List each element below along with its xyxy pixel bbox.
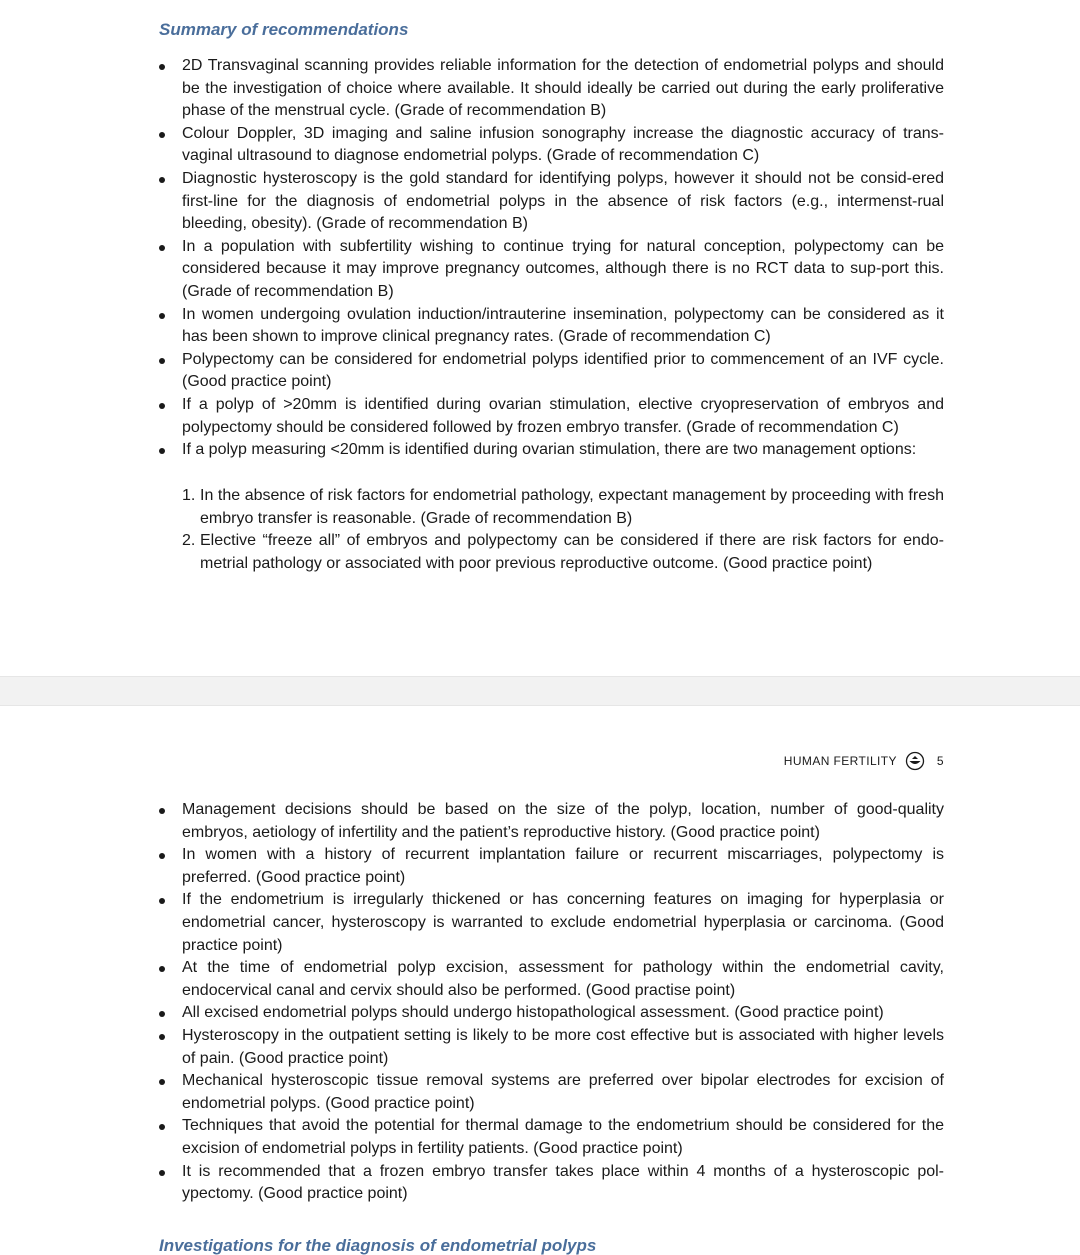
option-number: 1. [182, 487, 196, 504]
list-item [159, 1161, 944, 1206]
next-section-title: Investigations for the diagnosis of endometrial polyps [159, 1236, 597, 1255]
list-item [159, 236, 944, 304]
list-item [159, 957, 944, 1002]
list-item [159, 799, 944, 844]
bullet-icon [159, 245, 165, 251]
section-title: Summary of recommendations [159, 20, 409, 39]
bullet-icon [159, 853, 165, 859]
bottom-page [0, 705, 1080, 1255]
list-item-text: If a polyp of >20mm is identified during ovarian stimulation, elective cryopreservation of embryos and polypectomy should be considered followed by frozen embryo transfer. (Grade of recommendation C) [182, 395, 944, 436]
option-number: 2. [182, 532, 196, 550]
bullet-icon [159, 1079, 165, 1085]
bullet-icon [159, 448, 165, 454]
bullet-icon [159, 808, 165, 814]
list-item [159, 304, 944, 349]
list-item-text: Techniques that avoid the potential for thermal damage to the endometrium should be considered for the excision of endometrial polyps in fertility patients. (Good practice point) [182, 1117, 944, 1157]
list-item [159, 439, 944, 462]
list-item-text: If the endometrium is irregularly thickened or has concerning features on imaging for hyperplasia or endometrial cancer, hysteroscopy is warranted to exclude endometrial hyperplasia or carcinoma. (Good practice point) [182, 891, 944, 954]
bullet-icon [159, 1011, 165, 1017]
recommendation-list-continued [159, 799, 944, 1206]
list-item-text: In a population with subfertility wishing to continue trying for natural conception, polypectomy can be considered because it may improve pregnancy outcomes, although there is no RCT data to sup-port this. (Grade of recommendation B) [182, 237, 944, 300]
list-item-text: Mechanical hysteroscopic tissue removal systems are preferred over bipolar electrodes for excision of endometrial polyps. (Good practice point) [182, 1072, 944, 1112]
bullet-icon [159, 966, 165, 972]
list-item-text: Management decisions should be based on the size of the polyp, location, number of good-quality embryos, aetiology of infertility and the patient’s reproductive history. (Good practice point) [182, 801, 944, 841]
option-text: In the absence of risk factors for endometrial pathology, expectant management by proceeding with fresh embryo transfer is reasonable. (Grade of recommendation B) [200, 487, 944, 527]
list-item [159, 1002, 944, 1025]
page-separator [0, 676, 1080, 706]
list-item [159, 1025, 944, 1070]
list-item-text: Colour Doppler, 3D imaging and saline infusion sonography increase the diagnostic accuracy of trans-vaginal ultrasound to diagnose endometrial polyps. (Grade of recommendation C) [182, 124, 944, 165]
list-item-text: Diagnostic hysteroscopy is the gold standard for identifying polyps, however it should not be consid-ered first-line for the diagnosis of endometrial polyps in the absence of risk factors (e.g., intermenst-rual bleeding, obesity). (Grade of recommendation B) [182, 169, 944, 233]
list-item-text: 2D Transvaginal scanning provides reliable information for the detection of endometrial polyps and should be the investigation of choice where available. It should ideally be carried out during the early proliferative phase of the menstrual cycle. (Grade of recommendation B) [182, 57, 944, 120]
running-head [784, 751, 944, 771]
bullet-icon [159, 177, 165, 183]
list-item [159, 394, 944, 439]
list-item [159, 55, 944, 123]
list-item-text: It is recommended that a frozen embryo transfer takes place within 4 months of a hysteroscopic pol-ypectomy. (Good practice point) [182, 1162, 944, 1203]
option-item [182, 530, 944, 575]
list-item [159, 168, 944, 236]
option-item [182, 485, 944, 530]
list-item [159, 889, 944, 957]
recommendation-list [159, 55, 944, 462]
list-item-text: If a polyp measuring <20mm is identified during ovarian stimulation, there are two management options: [182, 441, 917, 459]
management-options-list [182, 485, 944, 575]
list-item-text: Polypectomy can be considered for endometrial polyps identified prior to commencement of an IVF cycle. (Good practice point) [182, 350, 944, 391]
list-item [159, 1070, 944, 1115]
list-item [159, 844, 944, 889]
bullet-icon [159, 1034, 165, 1040]
bullet-icon [159, 1124, 165, 1130]
journal-name: HUMAN FERTILITY [783, 754, 897, 768]
list-item-text: All excised endometrial polyps should undergo histopathological assessment. (Good practice point) [182, 1004, 884, 1022]
list-item [159, 349, 944, 394]
list-item [159, 123, 944, 168]
bullet-icon [159, 64, 165, 70]
bullet-icon [159, 403, 165, 409]
list-item-text: In women with a history of recurrent implantation failure or recurrent miscarriages, polypectomy is preferred. (Good practice point) [182, 846, 944, 886]
list-item-text: At the time of endometrial polyp excision, assessment for pathology within the endometrial cavity, endocervical canal and cervix should also be performed. (Good practise point) [182, 959, 944, 999]
publisher-logo-icon [905, 751, 925, 771]
list-item-text: Hysteroscopy in the outpatient setting is likely to be more cost effective but is associated with higher levels of pain. (Good practice point) [182, 1026, 944, 1067]
bullet-icon [159, 898, 165, 904]
list-item [159, 1115, 944, 1160]
option-text: Elective “freeze all” of embryos and polypectomy can be considered if there are risk factors for endo-metrial pathology or associated with poor previous reproductive outcome. (Good practice point) [200, 532, 944, 572]
bullet-icon [159, 1170, 165, 1176]
page-number: 5 [936, 754, 944, 768]
list-item-text: In women undergoing ovulation induction/intrauterine insemination, polypectomy can be considered as it has been shown to improve clinical pregnancy rates. (Grade of recommendation C) [182, 305, 944, 346]
bullet-icon [159, 358, 165, 364]
bullet-icon [159, 313, 165, 319]
bullet-icon [159, 132, 165, 138]
